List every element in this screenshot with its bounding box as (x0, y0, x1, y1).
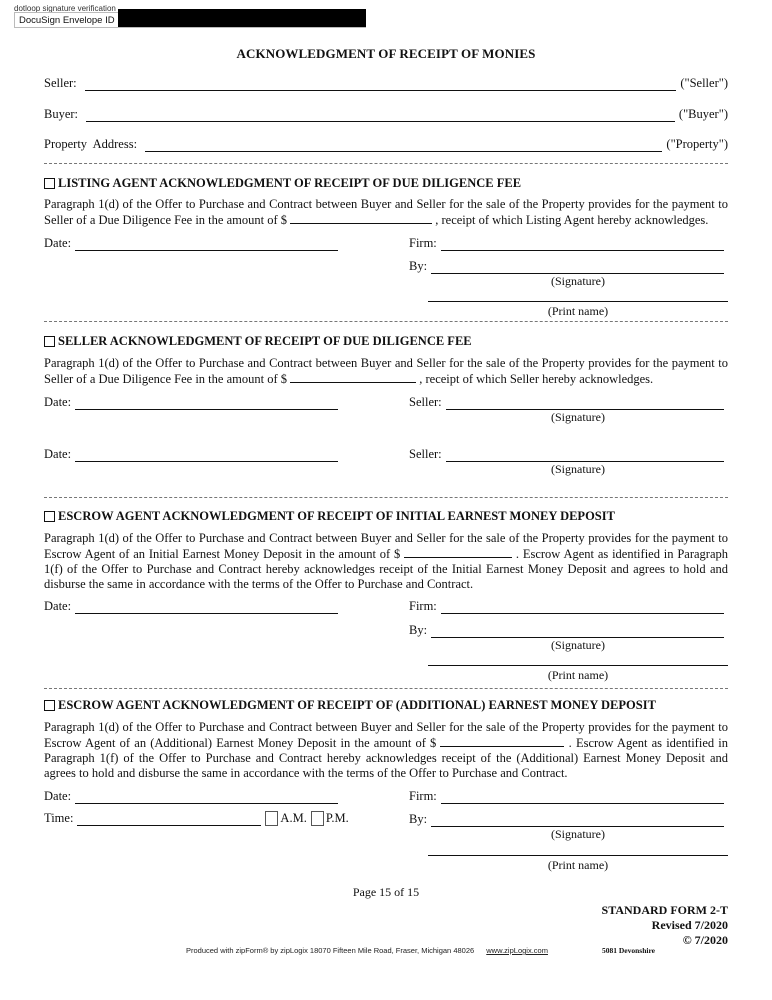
form-id-block (602, 903, 728, 948)
section4-time-field[interactable] (77, 813, 261, 826)
section4-firm-field[interactable] (441, 791, 724, 804)
buyer-field[interactable] (86, 109, 675, 122)
section3-by-label: By: (409, 623, 428, 637)
section3-paragraph (44, 531, 728, 592)
section2-date-field-1[interactable] (75, 397, 338, 410)
docusign-envelope-tag (14, 12, 366, 28)
section2-seller-signature-2[interactable] (446, 449, 724, 462)
section4-by-row (409, 812, 728, 827)
section4-paragraph (44, 720, 728, 781)
section3-date-field[interactable] (75, 601, 338, 614)
produced-by-line (186, 946, 548, 955)
section1-by-row (409, 259, 728, 274)
seller-label: Seller: (44, 76, 77, 90)
section3-signature-caption: (Signature) (551, 638, 605, 652)
section2-heading (44, 334, 472, 349)
section4-time-row (44, 811, 354, 826)
property-label: Property Address: (44, 137, 138, 151)
form-name: STANDARD FORM 2-T (601, 903, 728, 917)
section4-heading-text: ESCROW AGENT ACKNOWLEDGMENT OF RECEIPT OF (ADDITIONAL) EARNEST MONEY DEPOSIT (58, 698, 656, 712)
section1-para-b: , receipt of which Listing Agent hereby acknowledges. (435, 213, 709, 227)
section2-seller-row-1 (409, 395, 728, 410)
section2-date-row-1 (44, 395, 342, 410)
section1-heading (44, 176, 521, 191)
section4-print-caption: (Print name) (547, 858, 609, 872)
section1-firm-row (409, 236, 728, 251)
am-checkbox[interactable] (265, 811, 278, 826)
form-title: ACKNOWLEDGMENT OF RECEIPT OF MONIES (236, 46, 536, 61)
section4-signature-field[interactable] (431, 814, 724, 827)
section2-seller-signature-1[interactable] (446, 397, 724, 410)
dotloop-verification-label: dotloop signature verification (14, 4, 116, 13)
section2-heading-text: SELLER ACKNOWLEDGMENT OF RECEIPT OF DUE DILIGENCE FEE (58, 334, 472, 348)
section1-signature-caption: (Signature) (551, 274, 605, 288)
page-number: Page 15 of 15 (352, 885, 420, 899)
divider (44, 163, 728, 164)
section3-para-a: Paragraph 1(d) of the Offer to Purchase and Contract between Buyer and Seller for the sale of the Property provides for the payment to Escrow Agent of an Initial Earnest Money Deposit in the amount of $ (44, 531, 728, 561)
buyer-suffix: ("Buyer") (678, 107, 728, 121)
section3-signature-field[interactable] (431, 625, 724, 638)
section1-date-label: Date: (44, 236, 72, 250)
buyer-label: Buyer: (44, 107, 79, 121)
file-name: 5081 Devonshire (602, 946, 655, 955)
section4-firm-row (409, 789, 728, 804)
section1-para-a: Paragraph 1(d) of the Offer to Purchase and Contract between Buyer and Seller for the sale of the Property provides for the payment to Seller of a Due Diligence Fee in the amount of $ (44, 197, 728, 227)
divider (44, 497, 728, 498)
section2-checkbox[interactable] (44, 336, 55, 347)
section4-print-name-field[interactable] (428, 855, 728, 856)
section2-date-field-2[interactable] (75, 449, 338, 462)
section4-signature-caption: (Signature) (551, 827, 605, 841)
section4-amount-field[interactable] (440, 735, 564, 747)
section1-checkbox[interactable] (44, 178, 55, 189)
section3-heading (44, 509, 615, 524)
section4-time-label: Time: (44, 811, 74, 825)
docusign-envelope-label: DocuSign Envelope ID (19, 14, 115, 26)
section3-para-b: . Escrow Agent as identified in Paragraph 1(f) of the Offer to Purchase and Contract hereby acknowledges receipt of the Initial Earnest Money Deposit and agrees to hold and disburse the same in accordance with the terms of the Offer to Purchase and Contract. (44, 547, 729, 591)
section3-firm-field[interactable] (441, 601, 724, 614)
section1-paragraph (44, 197, 728, 228)
section3-heading-text: ESCROW AGENT ACKNOWLEDGMENT OF RECEIPT OF INITIAL EARNEST MONEY DEPOSIT (58, 509, 615, 523)
section2-para-b: , receipt of which Seller hereby acknowledges. (419, 372, 654, 386)
section1-heading-text: LISTING AGENT ACKNOWLEDGMENT OF RECEIPT OF DUE DILIGENCE FEE (58, 176, 522, 190)
section2-signature-caption-1: (Signature) (551, 410, 605, 424)
section2-date-row-2 (44, 447, 342, 462)
section1-print-name-field[interactable] (428, 301, 728, 302)
section4-heading (44, 698, 656, 713)
section1-firm-label: Firm: (409, 236, 437, 250)
property-address-field[interactable] (145, 139, 662, 152)
section3-checkbox[interactable] (44, 511, 55, 522)
seller-suffix: ("Seller") (680, 76, 728, 90)
section2-amount-field[interactable] (290, 371, 416, 383)
section4-by-label: By: (409, 812, 428, 826)
section2-para-a: Paragraph 1(d) of the Offer to Purchase and Contract between Buyer and Seller for the sale of the Property provides for the payment to Seller of a Due Diligence Fee in the amount of $ (44, 356, 728, 386)
section4-para-a: Paragraph 1(d) of the Offer to Purchase and Contract between Buyer and Seller for the sale of the Property provides for the payment to Escrow Agent of an (Additional) Earnest Money Deposit in the amount of $ (44, 720, 728, 750)
section4-firm-label: Firm: (409, 789, 437, 803)
section2-seller-label: Seller: (409, 395, 442, 409)
form-copyright: © 7/2020 (682, 933, 728, 947)
section3-by-row (409, 623, 728, 638)
section3-print-name-field[interactable] (428, 665, 728, 666)
ziplogix-link[interactable]: www.zipLogix.com (486, 946, 548, 955)
section2-seller-row-2 (409, 447, 728, 462)
section1-amount-field[interactable] (290, 212, 432, 224)
section1-print-caption: (Print name) (547, 304, 609, 318)
section2-date-label: Date: (44, 395, 72, 409)
section2-date-label: Date: (44, 447, 72, 461)
property-row (44, 137, 728, 152)
section1-firm-field[interactable] (441, 238, 724, 251)
divider (44, 321, 728, 322)
section1-by-label: By: (409, 259, 428, 273)
section1-signature-field[interactable] (431, 261, 724, 274)
section3-firm-label: Firm: (409, 599, 437, 613)
section3-amount-field[interactable] (404, 546, 512, 558)
section4-date-field[interactable] (75, 791, 338, 804)
pm-label: P.M. (325, 811, 349, 825)
section2-seller-label: Seller: (409, 447, 442, 461)
section3-date-row (44, 599, 342, 614)
buyer-row (44, 107, 728, 122)
section2-paragraph (44, 356, 728, 387)
am-label: A.M. (280, 811, 307, 825)
section4-para-b: . Escrow Agent as identified in Paragraph 1(f) of the Offer to Purchase and Contract hereby acknowledges receipt of the (Additional) Earnest Money Deposit and agrees to hold and disburse the same in accordance with the terms of the Offer to Purchase and Contract. (44, 736, 729, 780)
divider (44, 688, 728, 689)
section1-date-field[interactable] (75, 238, 338, 251)
section3-firm-row (409, 599, 728, 614)
section1-date-row (44, 236, 342, 251)
seller-row (44, 76, 728, 91)
section4-date-row (44, 789, 342, 804)
section3-print-caption: (Print name) (547, 668, 609, 682)
section3-date-label: Date: (44, 599, 72, 613)
produced-text: Produced with zipForm® by zipLogix 18070 Fifteen Mile Road, Fraser, Michigan 48026 (186, 946, 475, 955)
section2-signature-caption-2: (Signature) (551, 462, 605, 476)
section4-checkbox[interactable] (44, 700, 55, 711)
property-suffix: ("Property") (666, 137, 728, 151)
section4-date-label: Date: (44, 789, 72, 803)
pm-checkbox[interactable] (311, 811, 324, 826)
seller-field[interactable] (85, 78, 677, 91)
envelope-id-redaction (118, 9, 366, 27)
form-revised: Revised 7/2020 (651, 918, 728, 932)
